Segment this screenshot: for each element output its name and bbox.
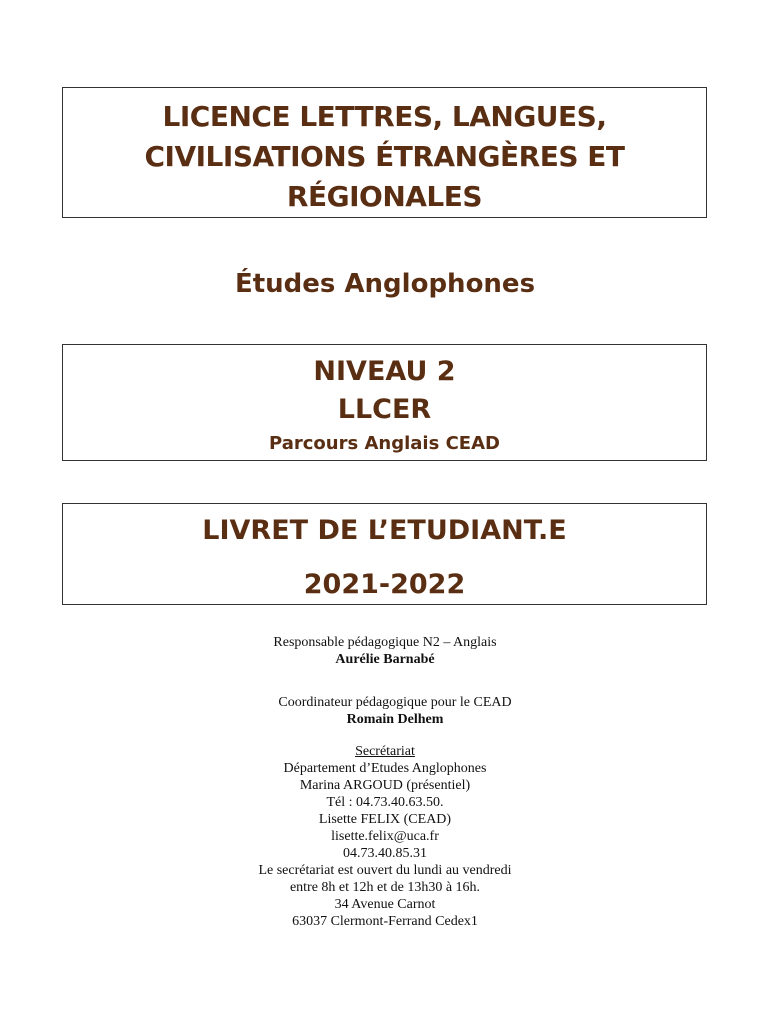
secretariat-block [0,743,770,930]
email-address: lisette.felix@uca.fr [331,829,439,844]
responsable-role: Responsable pédagogique N2 – Anglais [273,635,497,650]
secretariat-line: entre 8h et 12h et de 13h30 à 16h. [289,880,481,895]
licence-title-line: LICENCE LETTRES, LANGUES, [162,100,607,133]
booklet-title: LIVRET DE L’ETUDIANT.E [202,515,567,546]
title-box [62,87,707,218]
secretariat-line: Département d’Etudes Anglophones [283,761,487,776]
secretariat-line: Le secrétariat est ouvert du lundi au vendredi [258,863,512,878]
booklet-box [62,503,707,605]
subtitle: Études Anglophones [234,269,536,299]
coordinateur-block [20,694,770,728]
secretariat-line: Marina ARGOUD (présentiel) [299,778,471,793]
level-box [62,344,707,461]
secretariat-heading: Secrétariat [355,744,415,759]
program-label: LLCER [337,394,432,425]
responsable-name: Aurélie Barnabé [335,652,435,667]
niveau-label: NIVEAU 2 [313,356,456,387]
licence-title-line: RÉGIONALES [286,180,483,213]
secretariat-line: 04.73.40.85.31 [343,846,427,861]
coordinateur-role: Coordinateur pédagogique pour le CEAD [278,695,512,710]
academic-year: 2021-2022 [303,569,466,600]
licence-title-line: CIVILISATIONS ÉTRANGÈRES ET [144,140,625,173]
secretariat-line: 34 Avenue Carnot [334,897,436,912]
responsable-block [0,634,770,668]
secretariat-line: 63037 Clermont-Ferrand Cedex1 [292,914,478,929]
secretariat-line: Tél : 04.73.40.63.50. [326,795,444,810]
parcours-label: Parcours Anglais CEAD [269,433,500,454]
coordinateur-name: Romain Delhem [346,712,444,727]
licence-title [63,97,706,217]
secretariat-line: Lisette FELIX (CEAD) [318,812,452,827]
